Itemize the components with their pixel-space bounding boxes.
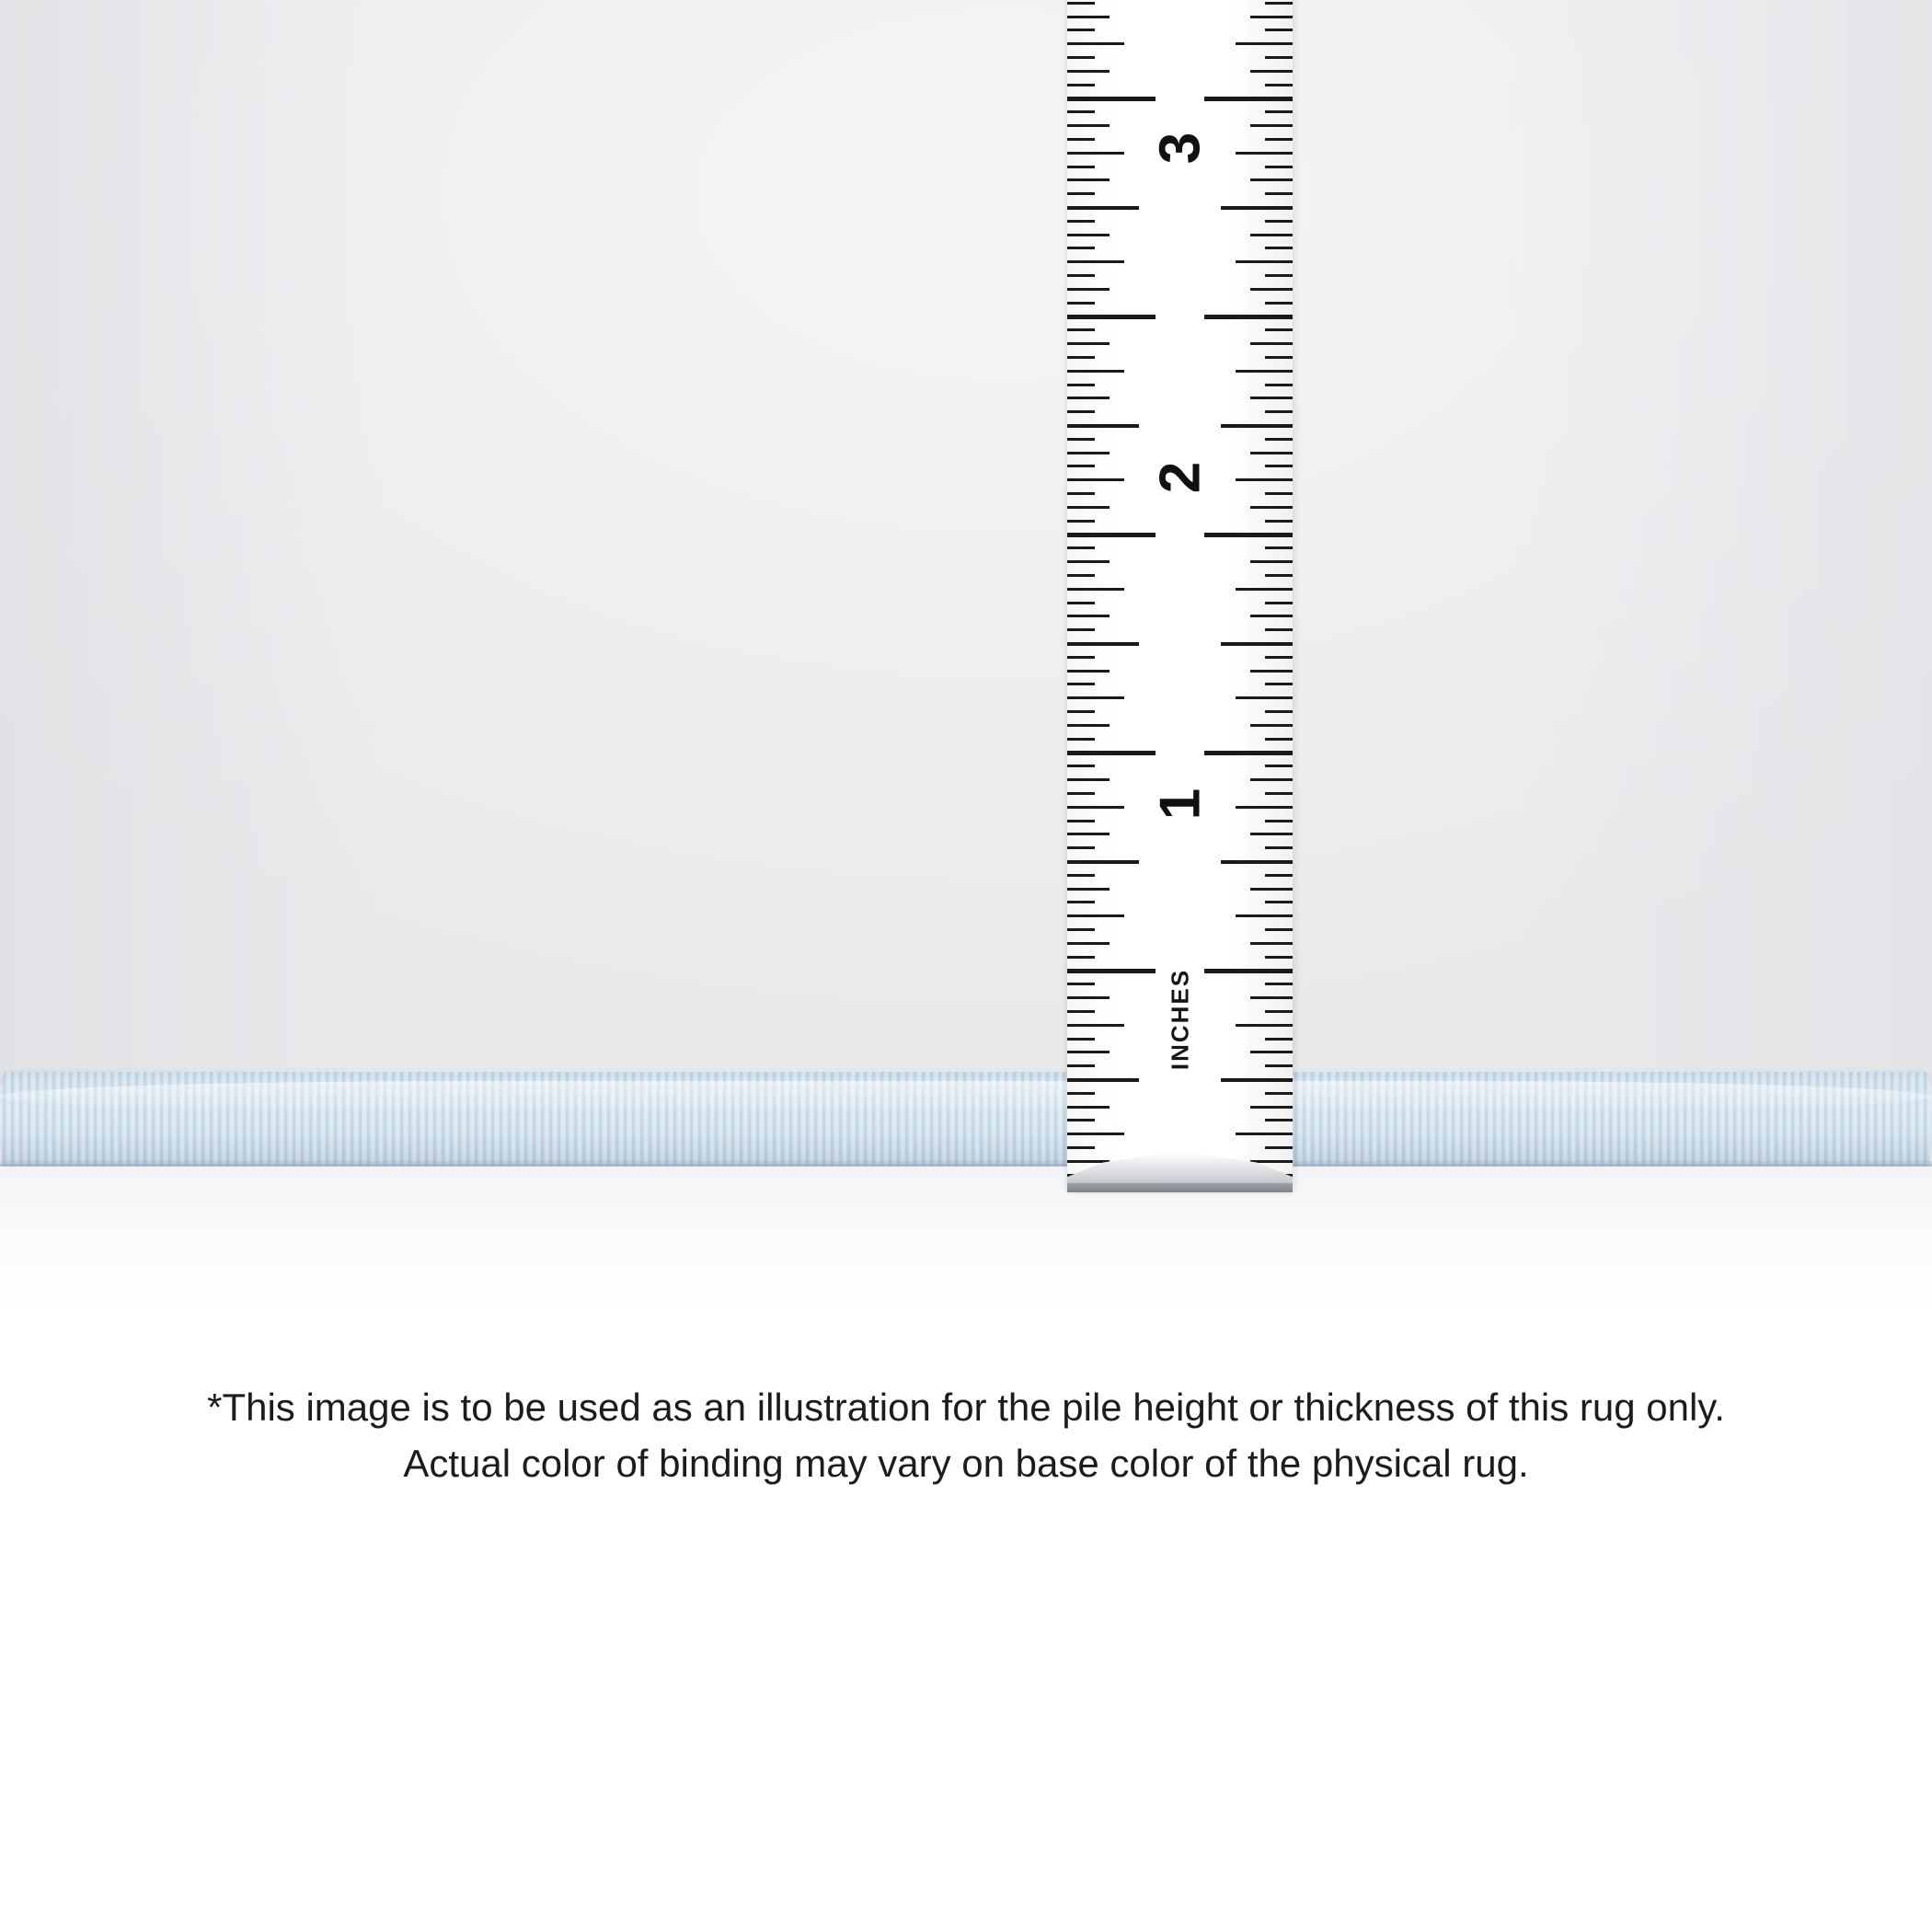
backdrop-shade-right — [1509, 0, 1932, 1086]
tape-measure — [1067, 0, 1293, 1192]
backdrop-shade-left — [0, 0, 386, 1086]
ruler-number-1: 1 — [1148, 788, 1212, 821]
rug-binding-edge — [0, 1072, 1932, 1171]
caption-line-2: Actual color of binding may vary on base color of the physical rug. — [403, 1441, 1529, 1485]
tape-measure-tip-edge — [1067, 1183, 1293, 1192]
caption-block — [0, 1380, 1932, 1492]
ruler-number-3: 3 — [1148, 132, 1212, 165]
floor-surface — [0, 1167, 1932, 1316]
caption-line-1: *This image is to be used as an illustration for the pile height or thickness of this rug only. — [207, 1386, 1725, 1429]
ruler-number-2: 2 — [1148, 461, 1212, 494]
rug-binding-highlight — [0, 1081, 1932, 1112]
ruler-unit-label: INCHES — [1166, 968, 1193, 1071]
